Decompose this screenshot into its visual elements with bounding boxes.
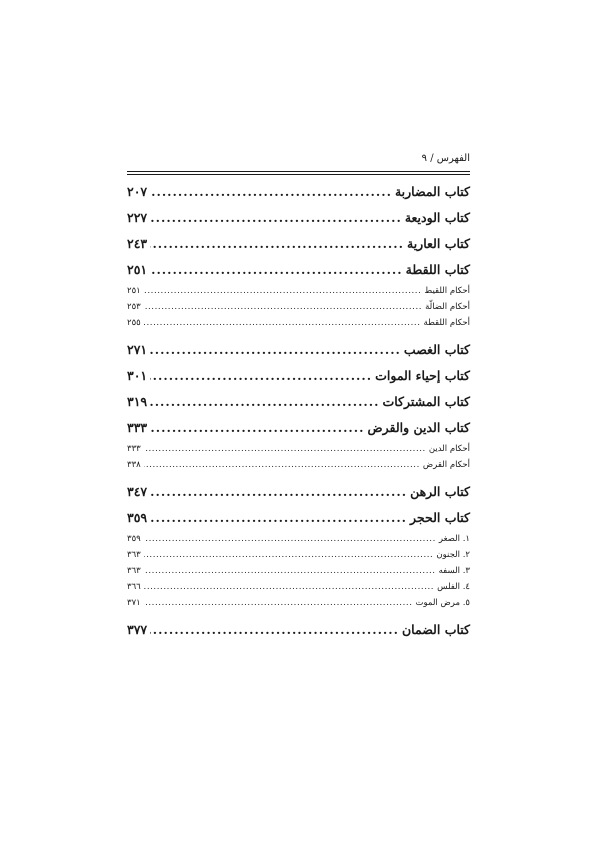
toc-subentry[interactable] xyxy=(127,563,470,579)
toc-entry-page-number: ٢٢٧ xyxy=(127,210,148,225)
page-content xyxy=(127,150,470,643)
toc-entry-title: أحكام الضالّة xyxy=(425,302,470,312)
dot-leader xyxy=(144,441,426,457)
dot-leader xyxy=(144,283,422,299)
toc-entry-page-number: ٢٥١ xyxy=(127,286,141,296)
toc-entry-page-number: ٢٥٥ xyxy=(127,318,141,328)
toc-entry-title: ٣. السفه xyxy=(438,566,470,576)
dot-leader xyxy=(150,205,402,231)
toc-entry-page-number: ٢٤٣ xyxy=(127,236,148,251)
toc-chapter-entry[interactable] xyxy=(127,179,470,205)
toc-entry-page-number: ٣٣٨ xyxy=(127,460,141,470)
toc-entry-title: كتاب إحياء الموات xyxy=(375,368,470,383)
toc-entry-page-number: ٣٧٧ xyxy=(127,622,148,637)
toc-entry-page-number: ٣٧١ xyxy=(127,598,141,608)
toc-entry-page-number: ٣٦٣ xyxy=(127,550,141,560)
toc-entry-page-number: ٣٣٣ xyxy=(127,444,141,454)
dot-leader xyxy=(150,257,402,283)
toc-entry-title: كتاب الدين والقرض xyxy=(367,420,470,435)
toc-entry-title: أحكام اللقطة xyxy=(423,318,470,328)
toc-chapter-entry[interactable] xyxy=(127,617,470,643)
toc-entry-title: ١. الصغر xyxy=(438,534,470,544)
dot-leader xyxy=(150,363,372,389)
toc-entry-title: ٤. الفلس xyxy=(437,582,470,592)
dot-leader xyxy=(144,457,420,473)
toc-subentry[interactable] xyxy=(127,283,470,299)
toc-subentry[interactable] xyxy=(127,547,470,563)
toc-entry-title: كتاب الحجر xyxy=(410,510,470,525)
toc-subentry[interactable] xyxy=(127,531,470,547)
toc-entry-page-number: ٣١٩ xyxy=(127,394,148,409)
toc-entry-title: كتاب الوديعة xyxy=(404,210,470,225)
toc-chapter-entry[interactable] xyxy=(127,337,470,363)
toc-entry-page-number: ٣٦٦ xyxy=(127,582,141,592)
toc-entry-title: أحكام الدين xyxy=(428,444,470,454)
dot-leader xyxy=(144,563,436,579)
dot-leader xyxy=(144,547,434,563)
dot-leader xyxy=(150,617,399,643)
toc-subentry[interactable] xyxy=(127,441,470,457)
toc-chapter-entry[interactable] xyxy=(127,479,470,505)
dot-leader xyxy=(144,531,436,547)
toc-entry-page-number: ٢٥٣ xyxy=(127,302,141,312)
toc-entry-page-number: ٣٠١ xyxy=(127,368,148,383)
toc-entry-title: أحكام القرض xyxy=(422,460,470,470)
toc-entry-title: كتاب الرهن xyxy=(410,484,470,499)
toc-list xyxy=(127,179,470,643)
header-rule-top xyxy=(127,171,470,172)
toc-entry-title: كتاب اللقطة xyxy=(405,262,470,277)
dot-leader xyxy=(144,299,422,315)
toc-chapter-entry[interactable] xyxy=(127,505,470,531)
toc-chapter-entry[interactable] xyxy=(127,415,470,441)
toc-entry-page-number: ٣٤٧ xyxy=(127,484,148,499)
toc-entry-page-number: ٣٥٩ xyxy=(127,534,141,544)
toc-entry-title: كتاب الضمان xyxy=(402,622,470,637)
dot-leader xyxy=(144,315,421,331)
running-header: الفهرس / ٩ xyxy=(421,153,470,164)
dot-leader xyxy=(150,337,401,363)
dot-leader xyxy=(150,389,379,415)
toc-entry-page-number: ٢٠٧ xyxy=(127,184,148,199)
toc-subentry[interactable] xyxy=(127,299,470,315)
header-rule-bottom xyxy=(127,174,470,175)
toc-chapter-entry[interactable] xyxy=(127,231,470,257)
dot-leader xyxy=(150,179,392,205)
dot-leader xyxy=(144,595,413,611)
toc-subentry[interactable] xyxy=(127,315,470,331)
toc-subentry[interactable] xyxy=(127,457,470,473)
toc-chapter-entry[interactable] xyxy=(127,257,470,283)
toc-entry-page-number: ٢٥١ xyxy=(127,262,148,277)
dot-leader xyxy=(150,415,364,441)
dot-leader xyxy=(150,231,404,257)
dot-leader xyxy=(150,505,407,531)
toc-chapter-entry[interactable] xyxy=(127,389,470,415)
toc-entry-page-number: ٣٥٩ xyxy=(127,510,148,525)
dot-leader xyxy=(144,579,434,595)
toc-entry-page-number: ٣٦٣ xyxy=(127,566,141,576)
toc-entry-title: كتاب المضاربة xyxy=(394,184,470,199)
toc-chapter-entry[interactable] xyxy=(127,363,470,389)
toc-entry-page-number: ٢٧١ xyxy=(127,342,148,357)
toc-entry-title: كتاب الغصب xyxy=(403,342,470,357)
toc-entry-title: أحكام اللقيط xyxy=(424,286,470,296)
toc-chapter-entry[interactable] xyxy=(127,205,470,231)
dot-leader xyxy=(150,479,407,505)
toc-subentry[interactable] xyxy=(127,579,470,595)
toc-entry-title: ٢. الجنون xyxy=(436,550,470,560)
toc-entry-title: ٥. مرض الموت xyxy=(415,598,470,608)
toc-entry-title: كتاب المشتركات xyxy=(382,394,470,409)
toc-entry-title: كتاب العارية xyxy=(407,236,470,251)
toc-subentry[interactable] xyxy=(127,595,470,611)
toc-entry-page-number: ٣٣٣ xyxy=(127,420,148,435)
